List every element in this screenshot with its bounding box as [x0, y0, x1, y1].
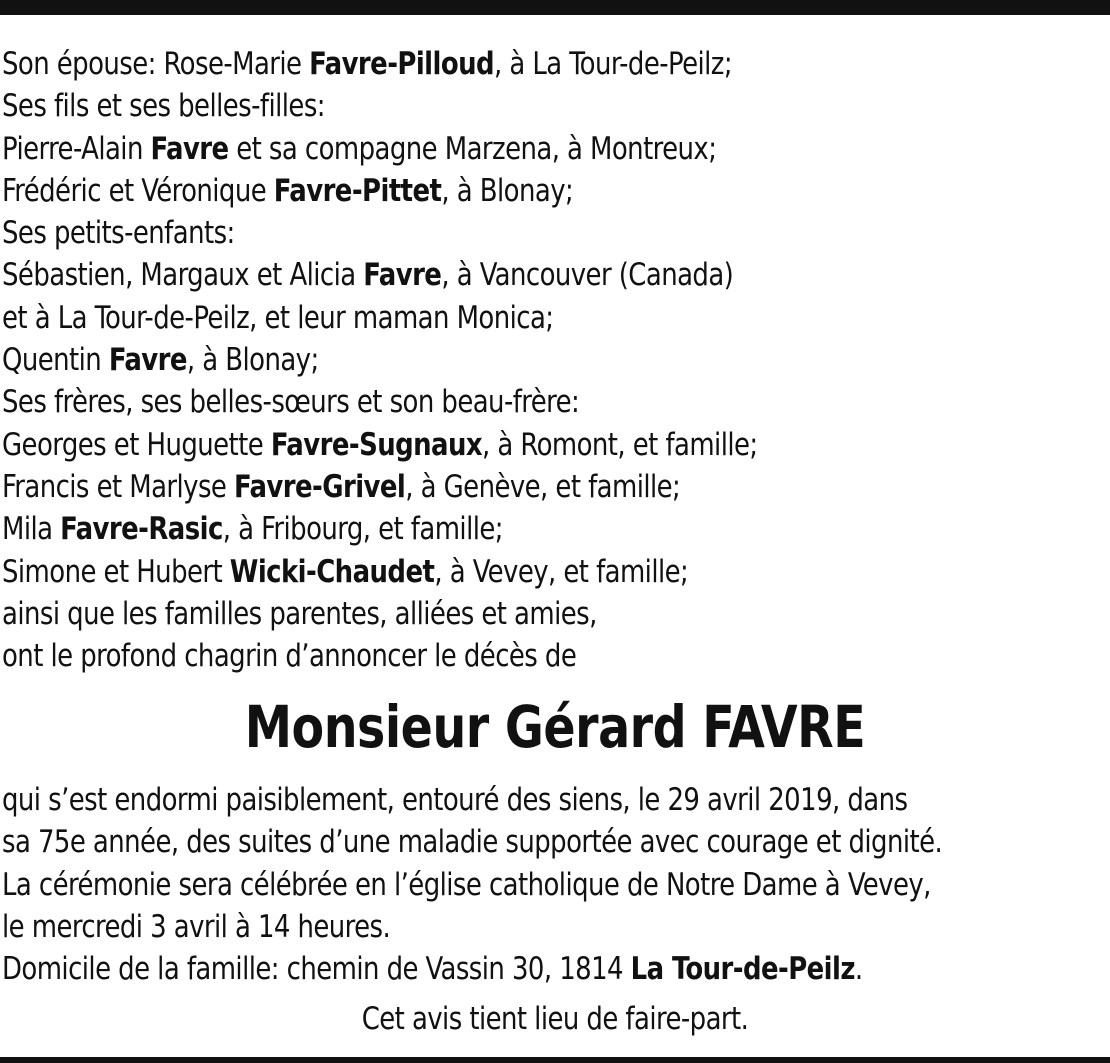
body-line: sa 75e année, des suites d’une maladie supportée avec courage et dignité.: [2, 824, 943, 861]
bottom-rule: [0, 1057, 1110, 1063]
announcement-body: [2, 779, 1099, 990]
closing-note: Cet avis tient lieu de faire-part.: [361, 1001, 749, 1037]
surname: Favre-Pittet: [273, 172, 442, 209]
family-line: Ses petits-enfants:: [2, 215, 235, 252]
body-line: qui s’est endormi paisiblement, entouré des siens, le 29 avril 2019, dans: [2, 782, 908, 818]
top-rule: [0, 0, 1110, 15]
family-line: Simone et Hubert Wicki-Chaudet, à Vevey, et famille;: [2, 553, 689, 590]
family-line: Pierre-Alain Favre et sa compagne Marzena, à Montreux;: [2, 130, 717, 167]
family-line: Francis et Marlyse Favre-Grivel, à Genève, et famille;: [2, 468, 681, 505]
deceased-name: Monsieur Gérard FAVRE: [244, 693, 866, 761]
family-line: Ses frères, ses belles-sœurs et son beau-frère:: [2, 384, 580, 421]
town-name: La Tour-de-Peilz: [630, 951, 855, 988]
body-line: le mercredi 3 avril à 14 heures.: [2, 908, 391, 945]
family-line: Mila Favre-Rasic, à Fribourg, et famille;: [2, 511, 503, 548]
body-line: Domicile de la famille: chemin de Vassin 30, 1814 La Tour-de-Peilz.: [2, 951, 863, 988]
family-line: Son épouse: Rose-Marie Favre-Pilloud, à La Tour-de-Peilz;: [2, 46, 733, 82]
surname: Favre: [108, 342, 187, 379]
family-line: ainsi que les familles parentes, alliées et amies,: [2, 595, 597, 632]
family-line: Sébastien, Margaux et Alicia Favre, à Vancouver (Canada): [2, 257, 734, 294]
surname: Favre: [150, 130, 229, 167]
surname: Favre: [363, 257, 442, 294]
family-line: Georges et Huguette Favre-Sugnaux, à Romont, et famille;: [2, 426, 758, 463]
family-line: Quentin Favre, à Blonay;: [2, 342, 319, 379]
family-list: [2, 43, 1025, 677]
family-line: ont le profond chagrin d’annoncer le décès de: [2, 638, 577, 675]
surname: Favre-Rasic: [60, 511, 223, 548]
family-line: et à La Tour-de-Peilz, et leur maman Monica;: [2, 299, 554, 336]
surname: Favre-Grivel: [233, 468, 406, 505]
body-line: La cérémonie sera célébrée en l’église catholique de Notre Dame à Vevey,: [2, 866, 931, 903]
surname: Favre-Sugnaux: [270, 426, 483, 463]
surname: Wicki-Chaudet: [229, 553, 435, 590]
family-line: Ses fils et ses belles-filles:: [2, 88, 325, 125]
family-line: Frédéric et Véronique Favre-Pittet, à Blonay;: [2, 172, 574, 209]
surname: Favre-Pilloud: [309, 46, 495, 82]
